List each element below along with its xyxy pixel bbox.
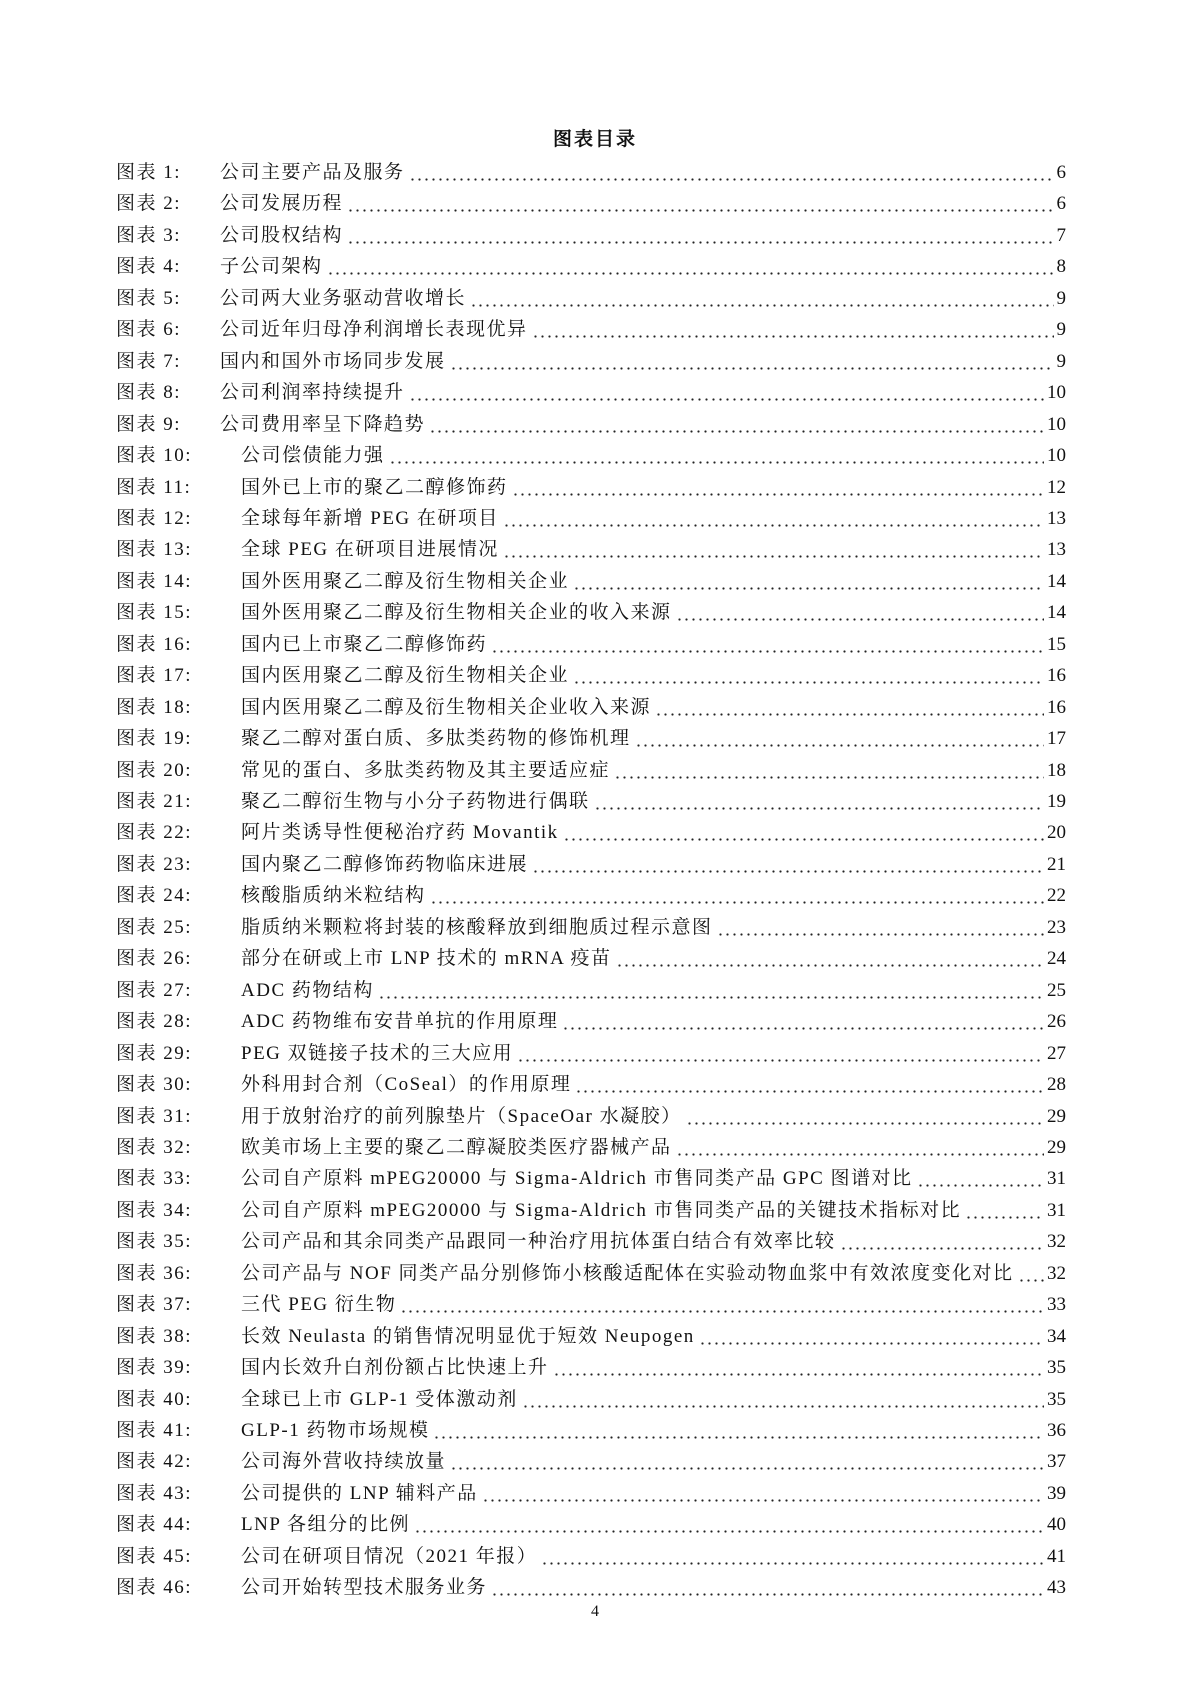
toc-entry-title: 公司产品与 NOF 同类产品分别修饰小核酸适配体在实验动物血浆中有效浓度变化对比 xyxy=(241,1262,1014,1284)
toc-entry xyxy=(0,1574,1190,1602)
toc-entry-label: 图表 46: xyxy=(116,1577,193,1599)
dot-leader xyxy=(433,1417,1044,1445)
toc-entry-page-number: 28 xyxy=(1047,1074,1066,1096)
toc-entry-body xyxy=(241,1480,1066,1508)
dot-leader xyxy=(573,662,1044,690)
dot-leader xyxy=(562,1008,1044,1036)
toc-entry-label: 图表 40: xyxy=(116,1388,193,1410)
toc-entry-page-number: 14 xyxy=(1047,570,1066,592)
toc-entry xyxy=(0,505,1190,533)
toc-entry-label: 图表 22: xyxy=(116,822,193,844)
toc-entry-title: 国内聚乙二醇修饰药物临床进展 xyxy=(241,853,529,875)
toc-entry-label: 图表 44: xyxy=(116,1514,193,1536)
dot-leader xyxy=(503,505,1044,533)
toc-entry-label: 图表 16: xyxy=(116,633,193,655)
dot-leader xyxy=(635,725,1044,753)
toc-entry-body xyxy=(241,536,1066,564)
toc-entry xyxy=(0,757,1190,785)
toc-entry-label: 图表 23: xyxy=(116,853,193,875)
toc-entry-page-number: 18 xyxy=(1047,759,1066,781)
dot-leader xyxy=(503,536,1044,564)
toc-entry-body xyxy=(241,694,1066,722)
dot-leader xyxy=(563,819,1044,847)
toc-entry-label: 图表 32: xyxy=(116,1136,193,1158)
toc-entry-title: 聚乙二醇对蛋白质、多肽类药物的修饰机理 xyxy=(241,728,631,750)
toc-entry-body xyxy=(241,788,1066,816)
toc-entry-body xyxy=(241,662,1066,690)
toc-entry-label: 图表 11: xyxy=(116,476,192,498)
toc-entry-page-number: 41 xyxy=(1047,1545,1066,1567)
toc-entry-page-number: 26 xyxy=(1047,1011,1066,1033)
toc-entry-label: 图表 1: xyxy=(116,162,182,183)
toc-entry xyxy=(0,1386,1190,1414)
toc-entry-body xyxy=(220,379,1066,407)
dot-leader xyxy=(541,1543,1044,1571)
toc-entry-label: 图表 35: xyxy=(116,1231,193,1253)
toc-entry-body xyxy=(241,1197,1066,1225)
toc-entry-page-number: 10 xyxy=(1047,413,1066,435)
toc-entry-body xyxy=(220,253,1066,281)
toc-entry-page-number: 31 xyxy=(1047,1199,1066,1221)
toc-entry-page-number: 39 xyxy=(1047,1482,1066,1504)
toc-entry xyxy=(0,1417,1190,1445)
dot-leader xyxy=(532,316,1054,344)
toc-entry-title: 公司两大业务驱动营收增长 xyxy=(220,287,467,309)
toc-entry-title: 部分在研或上市 LNP 技术的 mRNA 疫苗 xyxy=(241,948,612,970)
toc-entry xyxy=(0,536,1190,564)
toc-entry-label: 图表 14: xyxy=(116,570,193,592)
dot-leader xyxy=(429,411,1044,439)
toc-entry-page-number: 14 xyxy=(1047,602,1066,624)
toc-entry-label: 图表 25: xyxy=(116,916,193,938)
toc-entry-label: 图表 41: xyxy=(116,1420,193,1441)
toc-entry-label: 图表 45: xyxy=(116,1545,193,1567)
dot-leader xyxy=(522,1386,1044,1414)
dot-leader xyxy=(917,1165,1044,1193)
toc-entry-body xyxy=(241,1323,1066,1351)
toc-entry-page-number: 8 xyxy=(1056,256,1066,278)
toc-entry-label: 图表 34: xyxy=(116,1199,193,1221)
toc-entry xyxy=(0,882,1190,910)
page-number: 4 xyxy=(591,1603,599,1620)
toc-entry-title: 公司开始转型技术服务业务 xyxy=(241,1577,488,1599)
toc-entry-body xyxy=(241,819,1066,847)
toc-entry-page-number: 9 xyxy=(1056,319,1066,341)
toc-entry-page-number: 24 xyxy=(1047,948,1066,970)
dot-leader xyxy=(450,1448,1044,1476)
toc-entry-page-number: 19 xyxy=(1047,791,1066,812)
toc-entry xyxy=(0,819,1190,847)
toc-entry-body xyxy=(241,1040,1066,1068)
dot-leader xyxy=(389,442,1044,470)
dot-leader xyxy=(378,977,1044,1005)
toc-entry-label: 图表 38: xyxy=(116,1325,193,1347)
toc-entry-label: 图表 5: xyxy=(116,287,182,309)
toc-entry-title: 国外医用聚乙二醇及衍生物相关企业的收入来源 xyxy=(241,602,672,624)
toc-entry xyxy=(0,1008,1190,1036)
toc-entry-label: 图表 24: xyxy=(116,885,193,907)
toc-entry-label: 图表 20: xyxy=(116,759,193,781)
toc-entry-page-number: 36 xyxy=(1047,1420,1066,1441)
toc-entry-body xyxy=(241,631,1066,659)
toc-entry-title: 公司在研项目情况（2021 年报） xyxy=(241,1545,538,1567)
dot-leader xyxy=(409,159,1054,187)
toc-entry xyxy=(0,568,1190,596)
toc-entry-label: 图表 17: xyxy=(116,665,193,687)
toc-entry xyxy=(0,1291,1190,1319)
dot-leader xyxy=(616,945,1044,973)
toc-entry-page-number: 15 xyxy=(1047,633,1066,655)
dot-leader xyxy=(450,348,1054,376)
dot-leader xyxy=(1018,1260,1044,1288)
dot-leader xyxy=(491,1574,1044,1602)
toc-entry xyxy=(0,725,1190,753)
toc-entry-title: 核酸脂质纳米粒结构 xyxy=(241,885,426,907)
toc-entry-title: 欧美市场上主要的聚乙二醇凝胶类医疗器械产品 xyxy=(241,1136,672,1158)
toc-entry-label: 图表 26: xyxy=(116,948,193,970)
toc-entry xyxy=(0,1103,1190,1131)
toc-entry xyxy=(0,599,1190,627)
toc-entry xyxy=(0,631,1190,659)
toc-entry-title: 国内和国外市场同步发展 xyxy=(220,350,446,372)
toc-entry-page-number: 9 xyxy=(1056,350,1066,372)
toc-entry-title: 全球 PEG 在研项目进展情况 xyxy=(241,539,499,561)
toc-entry-label: 图表 42: xyxy=(116,1451,193,1473)
dot-leader xyxy=(491,631,1044,659)
toc-entry-body xyxy=(241,442,1066,470)
toc-entry xyxy=(0,694,1190,722)
toc-entry-title: 长效 Neulasta 的销售情况明显优于短效 Neupogen xyxy=(241,1325,695,1347)
toc-entry-body xyxy=(241,599,1066,627)
toc-entry-label: 图表 9: xyxy=(116,413,182,435)
dot-leader xyxy=(327,253,1054,281)
toc-entry-label: 图表 15: xyxy=(116,602,193,624)
toc-entry-body xyxy=(241,1511,1066,1539)
dot-leader xyxy=(409,379,1044,407)
toc-entry-title: 国外医用聚乙二醇及衍生物相关企业 xyxy=(241,570,570,592)
toc-entry-body xyxy=(241,882,1066,910)
toc-entry xyxy=(0,1511,1190,1539)
toc-entry-label: 图表 19: xyxy=(116,728,193,750)
toc-entry-body xyxy=(241,1071,1066,1099)
toc-entry xyxy=(0,411,1190,439)
toc-entry xyxy=(0,1323,1190,1351)
toc-entry-label: 图表 7: xyxy=(116,350,182,372)
toc-entry-title: 公司自产原料 mPEG20000 与 Sigma-Aldrich 市售同类产品的关键技术指标对比 xyxy=(241,1199,962,1221)
toc-entry-label: 图表 4: xyxy=(116,256,182,278)
toc-entry-label: 图表 27: xyxy=(116,979,193,1001)
toc-entry xyxy=(0,159,1190,187)
dot-leader xyxy=(717,914,1044,942)
toc-entry xyxy=(0,851,1190,879)
toc-entry-body xyxy=(241,568,1066,596)
toc-entry-title: 全球每年新增 PEG 在研项目 xyxy=(241,507,499,529)
toc-entry-page-number: 27 xyxy=(1047,1042,1066,1064)
toc-entry-page-number: 20 xyxy=(1047,822,1066,844)
toc-entry-body xyxy=(241,1574,1066,1602)
toc-entry-body xyxy=(220,411,1066,439)
toc-entry-body xyxy=(241,1291,1066,1319)
toc-entry-title: 常见的蛋白、多肽类药物及其主要适应症 xyxy=(241,759,611,781)
toc-entry-page-number: 37 xyxy=(1047,1451,1066,1473)
toc-entry-page-number: 25 xyxy=(1047,979,1066,1001)
toc-entry-page-number: 16 xyxy=(1047,696,1066,718)
toc-entry-page-number: 32 xyxy=(1047,1262,1066,1284)
toc-entry-title: 国内医用聚乙二醇及衍生物相关企业 xyxy=(241,665,570,687)
toc-entry xyxy=(0,1260,1190,1288)
dot-leader xyxy=(594,788,1044,816)
toc-entry-body xyxy=(220,348,1066,376)
toc-entry-page-number: 31 xyxy=(1047,1168,1066,1190)
toc-entry-page-number: 29 xyxy=(1047,1105,1066,1127)
toc-entry-title: 子公司架构 xyxy=(220,256,323,278)
toc-entry xyxy=(0,1134,1190,1162)
toc-entry-title: 公司利润率持续提升 xyxy=(220,382,405,404)
toc-entry xyxy=(0,1354,1190,1382)
toc-entry xyxy=(0,1448,1190,1476)
toc-entry-title: 国内长效升白剂份额占比快速上升 xyxy=(241,1357,549,1379)
toc-entry-page-number: 32 xyxy=(1047,1231,1066,1253)
toc-entry-title: GLP-1 药物市场规模 xyxy=(241,1420,430,1441)
toc-entry xyxy=(0,222,1190,250)
toc-entry-title: 全球已上市 GLP-1 受体激动剂 xyxy=(241,1388,518,1410)
dot-leader xyxy=(686,1103,1044,1131)
toc-entry-title: ADC 药物结构 xyxy=(241,979,374,1001)
toc-entry xyxy=(0,348,1190,376)
toc-entry-body xyxy=(241,851,1066,879)
toc-entry xyxy=(0,914,1190,942)
toc-entry-page-number: 7 xyxy=(1056,224,1066,246)
toc-entry xyxy=(0,662,1190,690)
toc-entry xyxy=(0,788,1190,816)
toc-entry-page-number: 21 xyxy=(1047,853,1066,875)
toc-entry-body xyxy=(241,1260,1066,1288)
toc-entry-title: 外科用封合剂（CoSeal）的作用原理 xyxy=(241,1074,572,1096)
toc-entry-body xyxy=(241,1417,1066,1445)
toc-entry-body xyxy=(220,159,1066,187)
toc-entry-body xyxy=(241,1228,1066,1256)
toc-entry-page-number: 23 xyxy=(1047,916,1066,938)
toc-entry-title: 国外已上市的聚乙二醇修饰药 xyxy=(241,476,508,498)
toc-entry-label: 图表 29: xyxy=(116,1042,193,1064)
toc-entry-page-number: 35 xyxy=(1047,1388,1066,1410)
dot-leader xyxy=(517,1040,1044,1068)
toc-heading: 图表目录 xyxy=(552,129,637,150)
dot-leader xyxy=(532,851,1044,879)
dot-leader xyxy=(347,222,1053,250)
toc-entry-title: 公司提供的 LNP 辅料产品 xyxy=(241,1482,478,1504)
toc-entry-label: 图表 33: xyxy=(116,1168,193,1190)
toc-entry xyxy=(0,945,1190,973)
toc-entry-page-number: 10 xyxy=(1047,445,1066,467)
toc-entry-body xyxy=(241,1543,1066,1571)
toc-entry-body xyxy=(241,945,1066,973)
dot-leader xyxy=(470,285,1053,313)
toc-entry-body xyxy=(241,1103,1066,1131)
toc-entry-body xyxy=(241,1008,1066,1036)
toc-entry-title: 三代 PEG 衍生物 xyxy=(241,1294,397,1316)
toc-entry-title: PEG 双链接子技术的三大应用 xyxy=(241,1042,514,1064)
toc-entry xyxy=(0,1480,1190,1508)
toc-entry-label: 图表 30: xyxy=(116,1074,193,1096)
toc-entry xyxy=(0,285,1190,313)
toc-entry-label: 图表 3: xyxy=(116,224,182,246)
dot-leader xyxy=(676,599,1044,627)
toc-entry xyxy=(0,474,1190,502)
toc-entry xyxy=(0,1165,1190,1193)
toc-entry-title: ADC 药物维布安昔单抗的作用原理 xyxy=(241,1011,559,1033)
toc-entry-body xyxy=(241,725,1066,753)
toc-entry-body xyxy=(220,316,1066,344)
toc-entry xyxy=(0,977,1190,1005)
toc-entry-title: 公司偿债能力强 xyxy=(241,445,385,467)
toc-entry-title: LNP 各组分的比例 xyxy=(241,1514,410,1536)
toc-entry-body xyxy=(241,757,1066,785)
toc-entry-title: 聚乙二醇衍生物与小分子药物进行偶联 xyxy=(241,791,590,812)
toc-entry-page-number: 35 xyxy=(1047,1357,1066,1379)
toc-entry xyxy=(0,1040,1190,1068)
toc-entry-label: 图表 18: xyxy=(116,696,193,718)
toc-entry-title: 公司近年归母净利润增长表现优异 xyxy=(220,319,528,341)
toc-entry-title: 公司自产原料 mPEG20000 与 Sigma-Aldrich 市售同类产品 GPC 图谱对比 xyxy=(241,1168,913,1190)
toc-entry-label: 图表 43: xyxy=(116,1482,193,1504)
toc-entry-page-number: 29 xyxy=(1047,1136,1066,1158)
toc-entry-body xyxy=(220,285,1066,313)
toc-entry-body xyxy=(241,1448,1066,1476)
toc-entry-title: 公司股权结构 xyxy=(220,224,344,246)
dot-leader xyxy=(699,1323,1044,1351)
toc-entry xyxy=(0,1228,1190,1256)
toc-entry-page-number: 43 xyxy=(1047,1577,1066,1599)
toc-entry-page-number: 13 xyxy=(1047,539,1066,561)
dot-leader xyxy=(655,694,1044,722)
toc-entry-label: 图表 8: xyxy=(116,382,182,404)
toc-entry-page-number: 9 xyxy=(1056,287,1066,309)
toc-entry xyxy=(0,1197,1190,1225)
toc-entry-label: 图表 28: xyxy=(116,1011,193,1033)
toc-entry-title: 阿片类诱导性便秘治疗药 Movantik xyxy=(241,822,559,844)
toc-entry-page-number: 12 xyxy=(1047,476,1066,498)
dot-leader xyxy=(553,1354,1044,1382)
dot-leader xyxy=(676,1134,1044,1162)
dot-leader xyxy=(512,474,1044,502)
toc-entry xyxy=(0,442,1190,470)
toc-entry-label: 图表 12: xyxy=(116,507,193,529)
toc-entry xyxy=(0,379,1190,407)
toc-entry-body xyxy=(241,977,1066,1005)
toc-entry-page-number: 6 xyxy=(1056,193,1066,215)
toc-entry-label: 图表 13: xyxy=(116,539,193,561)
toc-entry-title: 脂质纳米颗粒将封装的核酸释放到细胞质过程示意图 xyxy=(241,916,713,938)
toc-entry-label: 图表 2: xyxy=(116,193,182,215)
toc-entry-body xyxy=(241,474,1066,502)
toc-entry xyxy=(0,1543,1190,1571)
toc-entry-title: 国内医用聚乙二醇及衍生物相关企业收入来源 xyxy=(241,696,652,718)
toc-entry-page-number: 6 xyxy=(1056,162,1066,183)
dot-leader xyxy=(840,1228,1044,1256)
toc-entry xyxy=(0,253,1190,281)
toc-entry-label: 图表 37: xyxy=(116,1294,193,1316)
toc-entry-page-number: 40 xyxy=(1047,1514,1066,1536)
toc-entry-body xyxy=(241,1165,1066,1193)
toc-entry-page-number: 10 xyxy=(1047,382,1066,404)
toc-entry-page-number: 33 xyxy=(1047,1294,1066,1316)
toc-entry-label: 图表 21: xyxy=(116,791,193,812)
toc-entry-body xyxy=(220,190,1066,218)
toc-entry-body xyxy=(241,914,1066,942)
toc-entry-title: 公司主要产品及服务 xyxy=(220,162,405,183)
toc-entry xyxy=(0,1071,1190,1099)
dot-leader xyxy=(430,882,1044,910)
toc-entry xyxy=(0,190,1190,218)
dot-leader xyxy=(414,1511,1044,1539)
toc-entry-title: 公司产品和其余同类产品跟同一种治疗用抗体蛋白结合有效率比较 xyxy=(241,1231,836,1253)
toc-entry-title: 公司费用率呈下降趋势 xyxy=(220,413,426,435)
toc-entry-body xyxy=(241,505,1066,533)
toc-entry-body xyxy=(241,1386,1066,1414)
dot-leader xyxy=(347,190,1053,218)
toc-entry-body xyxy=(241,1134,1066,1162)
dot-leader xyxy=(482,1480,1044,1508)
toc-entry-page-number: 17 xyxy=(1047,728,1066,750)
dot-leader xyxy=(400,1291,1044,1319)
toc-entry-page-number: 16 xyxy=(1047,665,1066,687)
dot-leader xyxy=(965,1197,1044,1225)
toc-entry-page-number: 22 xyxy=(1047,885,1066,907)
toc-entry-label: 图表 10: xyxy=(116,445,193,467)
toc-entry-label: 图表 31: xyxy=(116,1105,193,1127)
toc-entry-title: 公司发展历程 xyxy=(220,193,344,215)
toc-entry-label: 图表 36: xyxy=(116,1262,193,1284)
toc-entry-title: 国内已上市聚乙二醇修饰药 xyxy=(241,633,488,655)
toc-entry-body xyxy=(241,1354,1066,1382)
toc-entry-label: 图表 39: xyxy=(116,1357,193,1379)
toc-entry-page-number: 13 xyxy=(1047,507,1066,529)
toc-entry-title: 用于放射治疗的前列腺垫片（SpaceOar 水凝胶） xyxy=(241,1105,682,1127)
toc-entry-body xyxy=(220,222,1066,250)
dot-leader xyxy=(614,757,1044,785)
toc-entry xyxy=(0,316,1190,344)
toc-entry-label: 图表 6: xyxy=(116,319,182,341)
dot-leader xyxy=(573,568,1044,596)
toc-entry-title: 公司海外营收持续放量 xyxy=(241,1451,447,1473)
toc-entry-page-number: 34 xyxy=(1047,1325,1066,1347)
dot-leader xyxy=(575,1071,1044,1099)
